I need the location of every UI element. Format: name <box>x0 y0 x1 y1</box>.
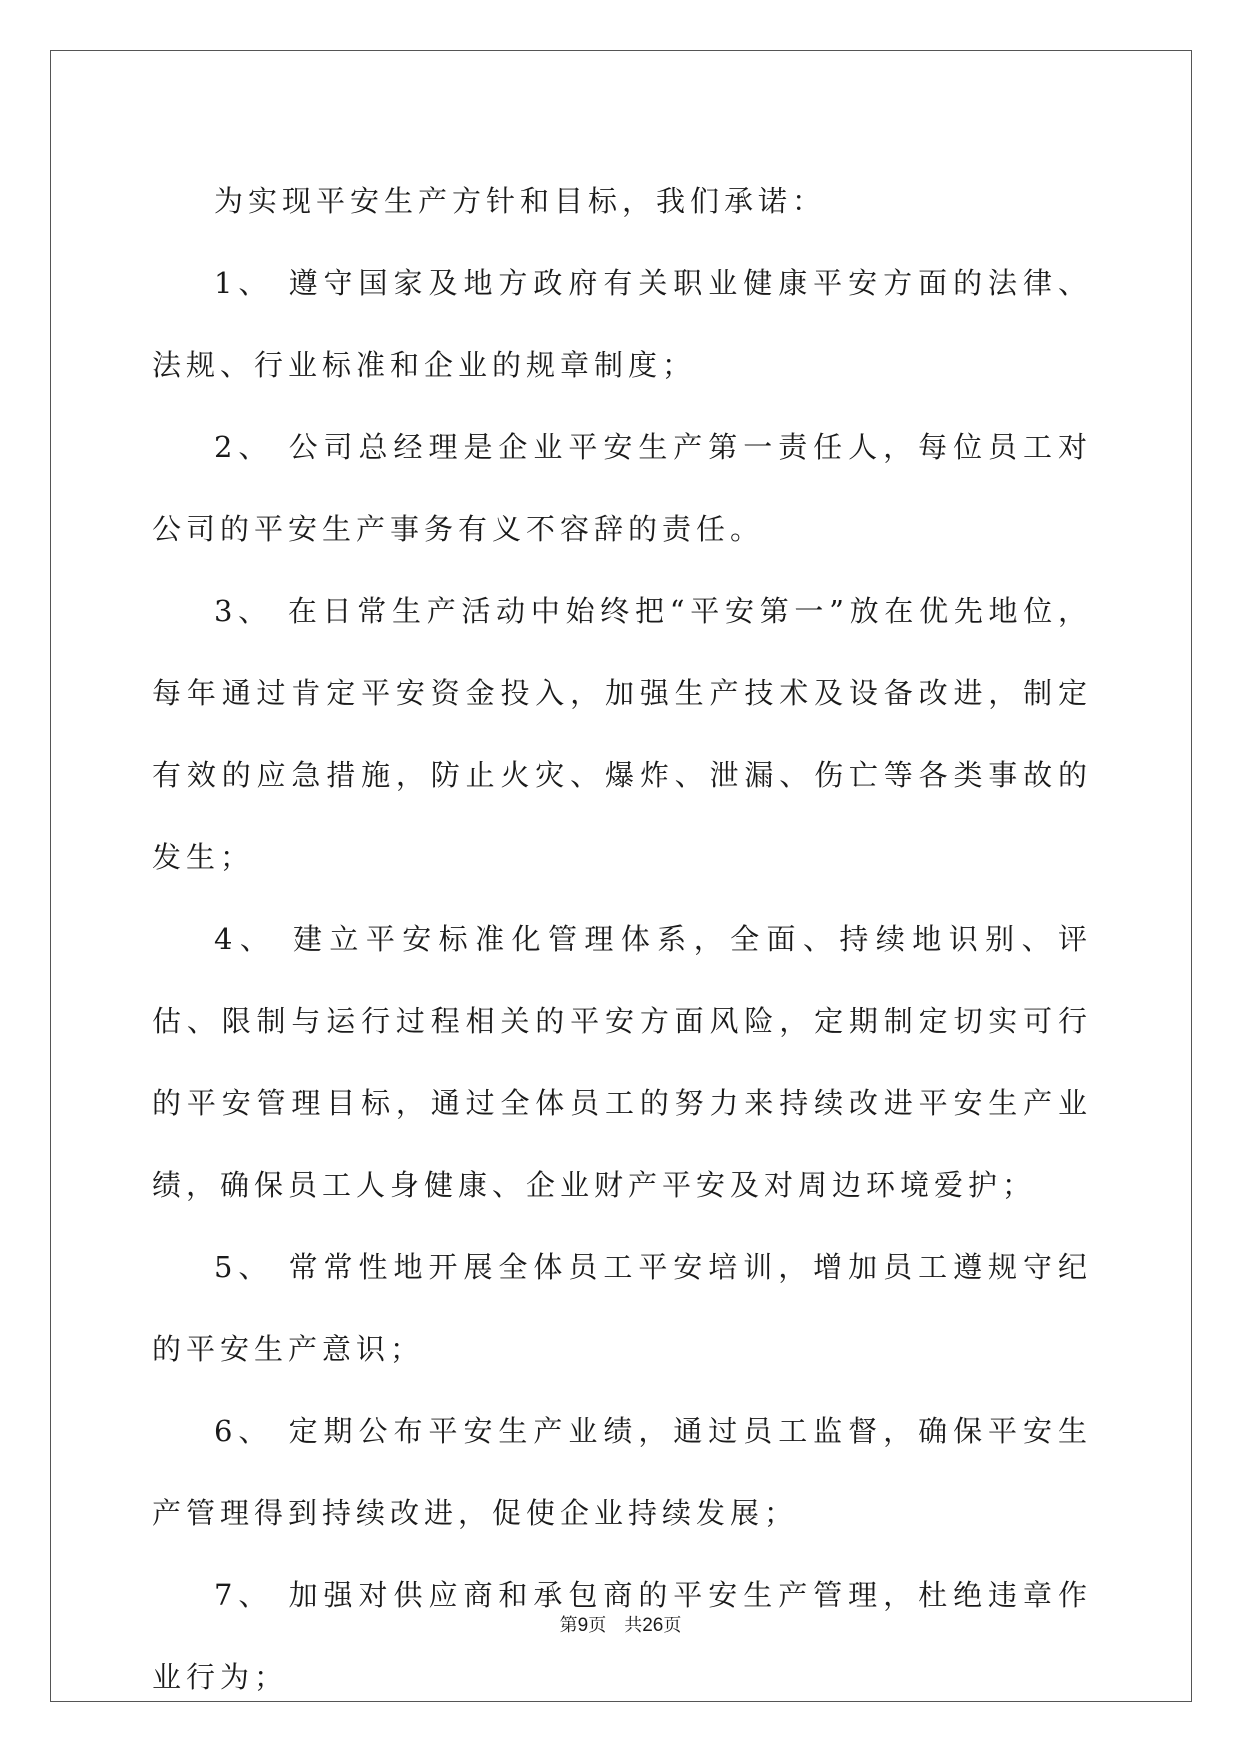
page-footer <box>0 1611 1241 1637</box>
total-prefix: 共 <box>624 1615 643 1636</box>
document-body <box>152 160 1092 1718</box>
page-number: 9 <box>577 1615 589 1636</box>
total-suffix: 页 <box>663 1615 682 1636</box>
page-suffix: 页 <box>588 1615 607 1636</box>
paragraph-item-6: 6、 定期公布平安生产业绩，通过员工监督，确保平安生产管理得到持续改进，促使企业持续发展； <box>152 1414 1092 1530</box>
paragraph-item-5: 5、 常常性地开展全体员工平安培训，增加员工遵规守纪的平安生产意识； <box>152 1250 1092 1366</box>
paragraph-item-1: 1、 遵守国家及地方政府有关职业健康平安方面的法律、法规、行业标准和企业的规章制度； <box>152 266 1092 382</box>
paragraph-item-4: 4、 建立平安标准化管理体系，全面、持续地识别、评估、限制与运行过程相关的平安方面风险，定期制定切实可行的平安管理目标，通过全体员工的努力来持续改进平安生产业绩，确保员工人身健康、企业财产平安及对周边环境爱护； <box>152 922 1092 1202</box>
paragraph-item-2: 2、 公司总经理是企业平安生产第一责任人，每位员工对公司的平安生产事务有义不容辞的责任。 <box>152 430 1092 546</box>
paragraph-intro: 为实现平安生产方针和目标，我们承诺： <box>214 184 827 218</box>
paragraph-item-3: 3、 在日常生产活动中始终把“平安第一”放在优先地位，每年通过肯定平安资金投入，加强生产技术及设备改进，制定有效的应急措施，防止火灾、爆炸、泄漏、伤亡等各类事故的发生； <box>152 594 1092 874</box>
total-pages: 26 <box>642 1615 664 1636</box>
page-prefix: 第 <box>559 1615 578 1636</box>
paragraph-item-7: 7、 加强对供应商和承包商的平安生产管理，杜绝违章作业行为； <box>152 1578 1092 1694</box>
